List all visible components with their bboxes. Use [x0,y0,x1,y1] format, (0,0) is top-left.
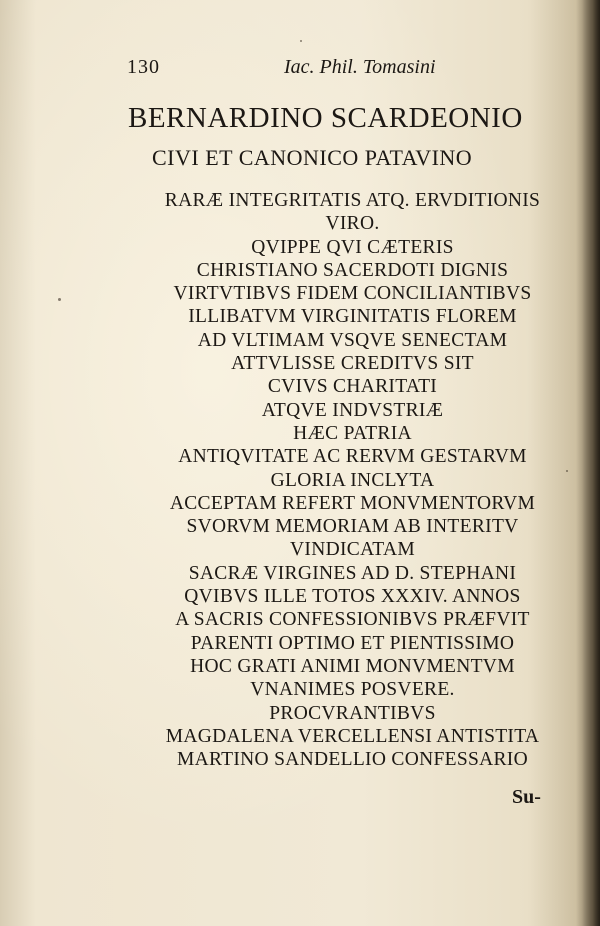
inscription-line: VNANIMES POSVERE. [250,679,455,701]
inscription-line: ANTIQVITATE AC RERVM GESTARVM [178,446,527,468]
page-number: 130 [127,56,160,78]
inscription-title: BERNARDINO SCARDEONIO [128,102,523,134]
inscription-line: AD VLTIMAM VSQVE SENECTAM [197,329,508,351]
inscription-line: VINDICATAM [290,539,415,561]
inscription-line: CHRISTIANO SACERDOTI DIGNIS [196,259,509,281]
inscription-line: RARÆ INTEGRITATIS ATQ. ERVDITIONIS [164,190,541,211]
inscription-line: QVIBVS ILLE TOTOS XXXIV. ANNOS [184,586,521,608]
inscription-line: HÆC PATRIA [293,422,412,444]
inscription-line: A SACRIS CONFESSIONIBVS PRÆFVIT [175,609,530,631]
paper-speck [58,298,61,301]
inscription-line: ATTVLISSE CREDITVS SIT [231,353,474,375]
inscription-line: HOC GRATI ANIMI MONVMENTVM [190,655,515,677]
inscription-line: SVORVM MEMORIAM AB INTERITV [186,516,519,538]
inscription-line: SACRÆ VIRGINES AD D. STEPHANI [188,562,517,584]
page-header [127,56,457,84]
inscription-line: ATQVE INDVSTRIÆ [261,399,444,421]
inscription-line: QVIPPE QVI CÆTERIS [251,236,454,258]
inscription-line: ACCEPTAM REFERT MONVMENTORVM [169,492,536,514]
inscription-line: VIRO. [325,213,380,235]
inscription-line: PARENTI OPTIMO ET PIENTISSIMO [190,632,515,654]
inscription-line: VIRTVTIBVS FIDEM CONCILIANTIBVS [173,283,532,305]
inscription-line: PROCVRANTIBVS [269,702,436,724]
paper-speck [300,40,302,42]
running-head: Iac. Phil. Tomasini [284,56,436,78]
inscription-line: CVIVS CHARITATI [267,376,438,398]
inscription-line: GLORIA INCLYTA [270,469,435,491]
inscription-line: MARTINO SANDELLIO CONFESSARIO [177,749,528,771]
inscription-line: ILLIBATVM VIRGINITATIS FLOREM [188,306,517,328]
paper-speck [566,470,568,472]
catchword: Su- [512,786,541,808]
inscription-line: MAGDALENA VERCELLENSI ANTISTITA [165,725,540,747]
inscription-subtitle: CIVI ET CANONICO PATAVINO [152,145,473,170]
inscription-body [120,189,585,771]
